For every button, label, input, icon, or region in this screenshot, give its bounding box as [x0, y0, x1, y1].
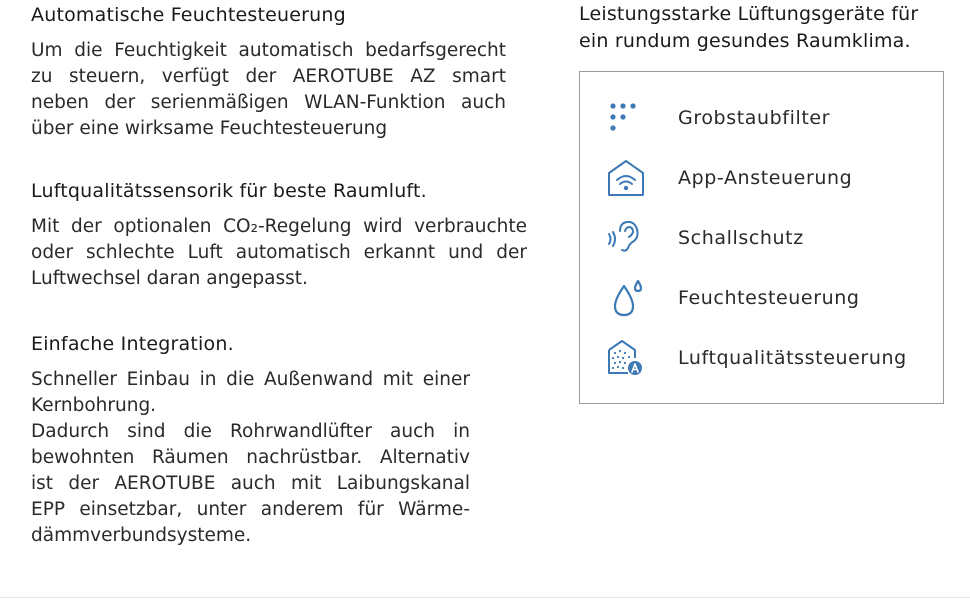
text-line: über eine wirksame Feuchtesteuerung [31, 118, 388, 139]
features-heading-line: ein rundum gesundes Raumklima. [579, 30, 911, 52]
text-line: bewohnten Räumen nachrüstbar. Alternativ [31, 447, 470, 468]
bottom-divider [0, 597, 970, 598]
section-text [31, 38, 506, 142]
text-line: Luftwechsel daran angepasst. [31, 268, 308, 289]
section-feuchtesteuerung [31, 2, 531, 142]
text-line: Kernbohrung. [31, 395, 157, 416]
feature-item-feuchtesteuerung [580, 278, 943, 318]
text-line: Mit der optionalen CO₂-Regelung wird verbrauchte [31, 216, 527, 237]
feature-label: Grobstaubfilter [678, 107, 831, 129]
ear-sound-icon [606, 218, 646, 258]
feature-label: App-Ansteuerung [678, 167, 853, 189]
text-line: Schneller Einbau in die Außenwand mit einer [31, 369, 470, 390]
air-quality-house-icon [606, 338, 646, 378]
section-text [31, 214, 527, 292]
section-integration [31, 331, 531, 549]
text-line: dämmverbundsysteme. [31, 525, 252, 546]
text-line: neben der serienmäßigen WLAN-Funktion auch [31, 92, 506, 113]
section-text [31, 367, 470, 549]
feature-item-grobstaubfilter [580, 98, 943, 138]
feature-item-luftqualitaetssteuerung [580, 338, 943, 378]
feature-list-box [579, 71, 944, 404]
text-line: Um die Feuchtigkeit automatisch bedarfsgerecht [31, 40, 506, 61]
text-line: EPP einsetzbar, unter anderem für Wärme- [31, 499, 470, 520]
text-line: Dadurch sind die Rohrwandlüfter auch in [31, 421, 470, 442]
feature-label: Feuchtesteuerung [678, 287, 860, 309]
wifi-house-icon [606, 158, 646, 198]
section-title: Luftqualitätssensorik für beste Raumluft. [31, 180, 427, 202]
dots-filter-icon [606, 98, 646, 138]
water-drop-icon [606, 278, 646, 318]
section-title: Automatische Feuchtesteuerung [31, 4, 346, 26]
features-heading [579, 1, 959, 55]
feature-label: Luftqualitätssteuerung [678, 347, 907, 369]
text-line: zu steuern, verfügt der AEROTUBE AZ smart [31, 66, 506, 87]
section-title: Einfache Integration. [31, 333, 234, 355]
section-luftqualitaet [31, 178, 531, 292]
feature-item-app-ansteuerung [580, 158, 943, 198]
text-line: ist der AEROTUBE auch mit Laibungskanal [31, 473, 470, 494]
features-heading-line: Leistungsstarke Lüftungsgeräte für [579, 3, 919, 25]
text-line: oder schlechte Luft automatisch erkannt und der [31, 242, 527, 263]
feature-item-schallschutz [580, 218, 943, 258]
feature-label: Schallschutz [678, 227, 804, 249]
